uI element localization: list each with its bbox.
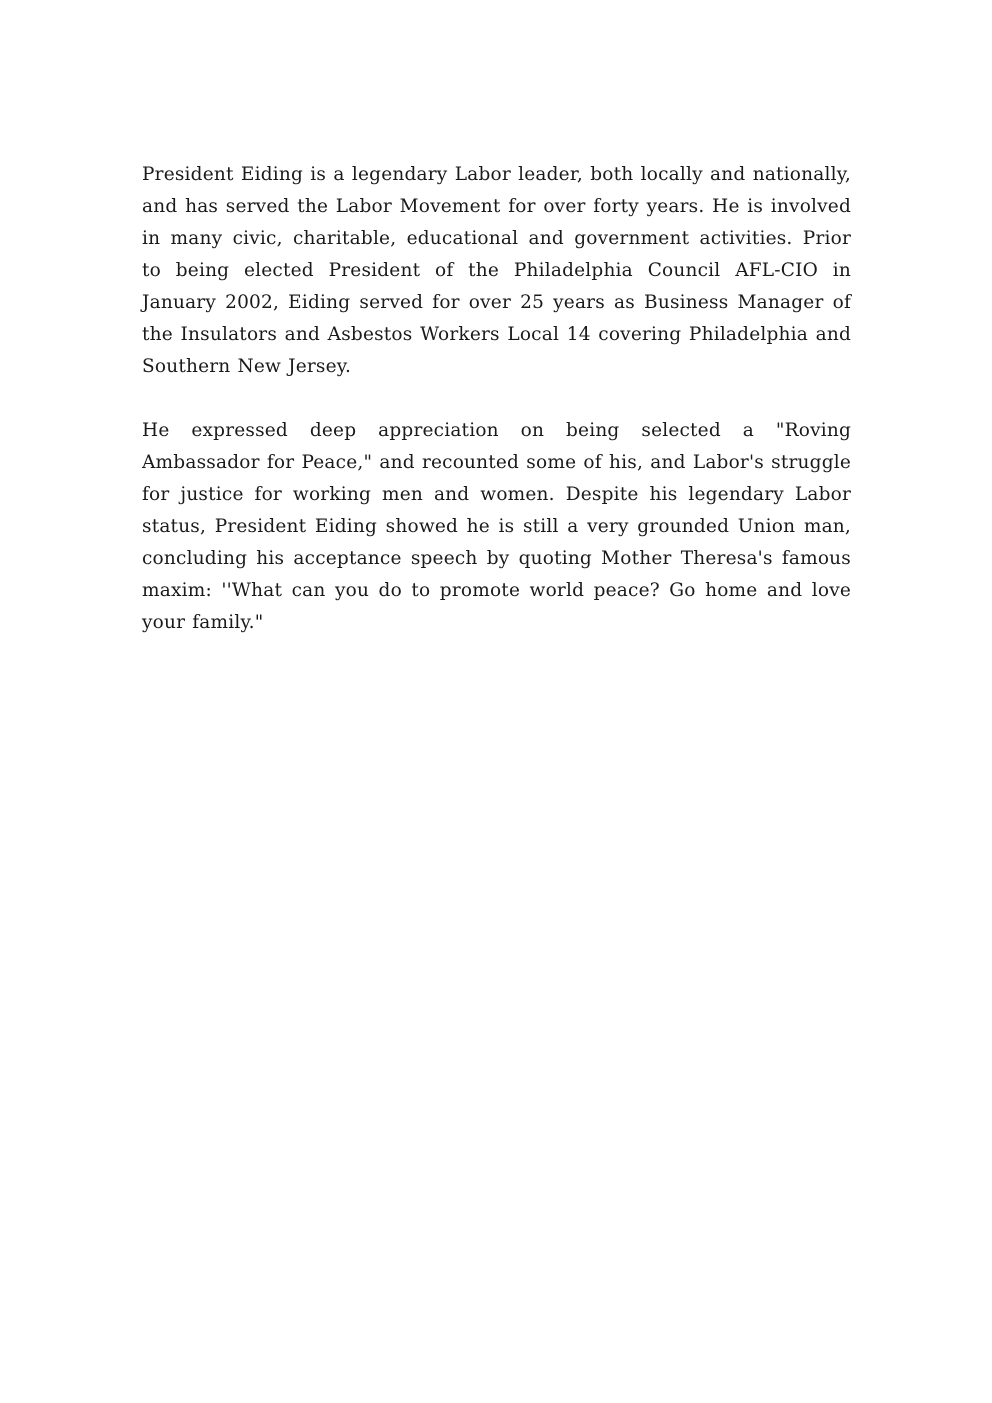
- body-text: [142, 159, 851, 639]
- paragraph-acceptance-speech: He expressed deep appreciation on being selected a "Roving Ambassador for Peace," and recounted some of his, and Labor's struggle for justice for working men and women. Despite his legendary Labor status, President Eiding showed he is still a very grounded Union man, concluding his acceptance speech by quoting Mother Theresa's famous maxim: ''What can you do to promote world peace? Go home and love your family.": [142, 420, 851, 633]
- paragraph-eiding-biography: President Eiding is a legendary Labor leader, both locally and nationally, and has served the Labor Movement for over forty years. He is involved in many civic, charitable, educational and government activities. Prior to being elected President of the Philadelphia Council AFL-CIO in January 2002, Eiding served for over 25 years as Business Manager of the Insulators and Asbestos Workers Local 14 covering Philadelphia and Southern New Jersey.: [142, 164, 851, 377]
